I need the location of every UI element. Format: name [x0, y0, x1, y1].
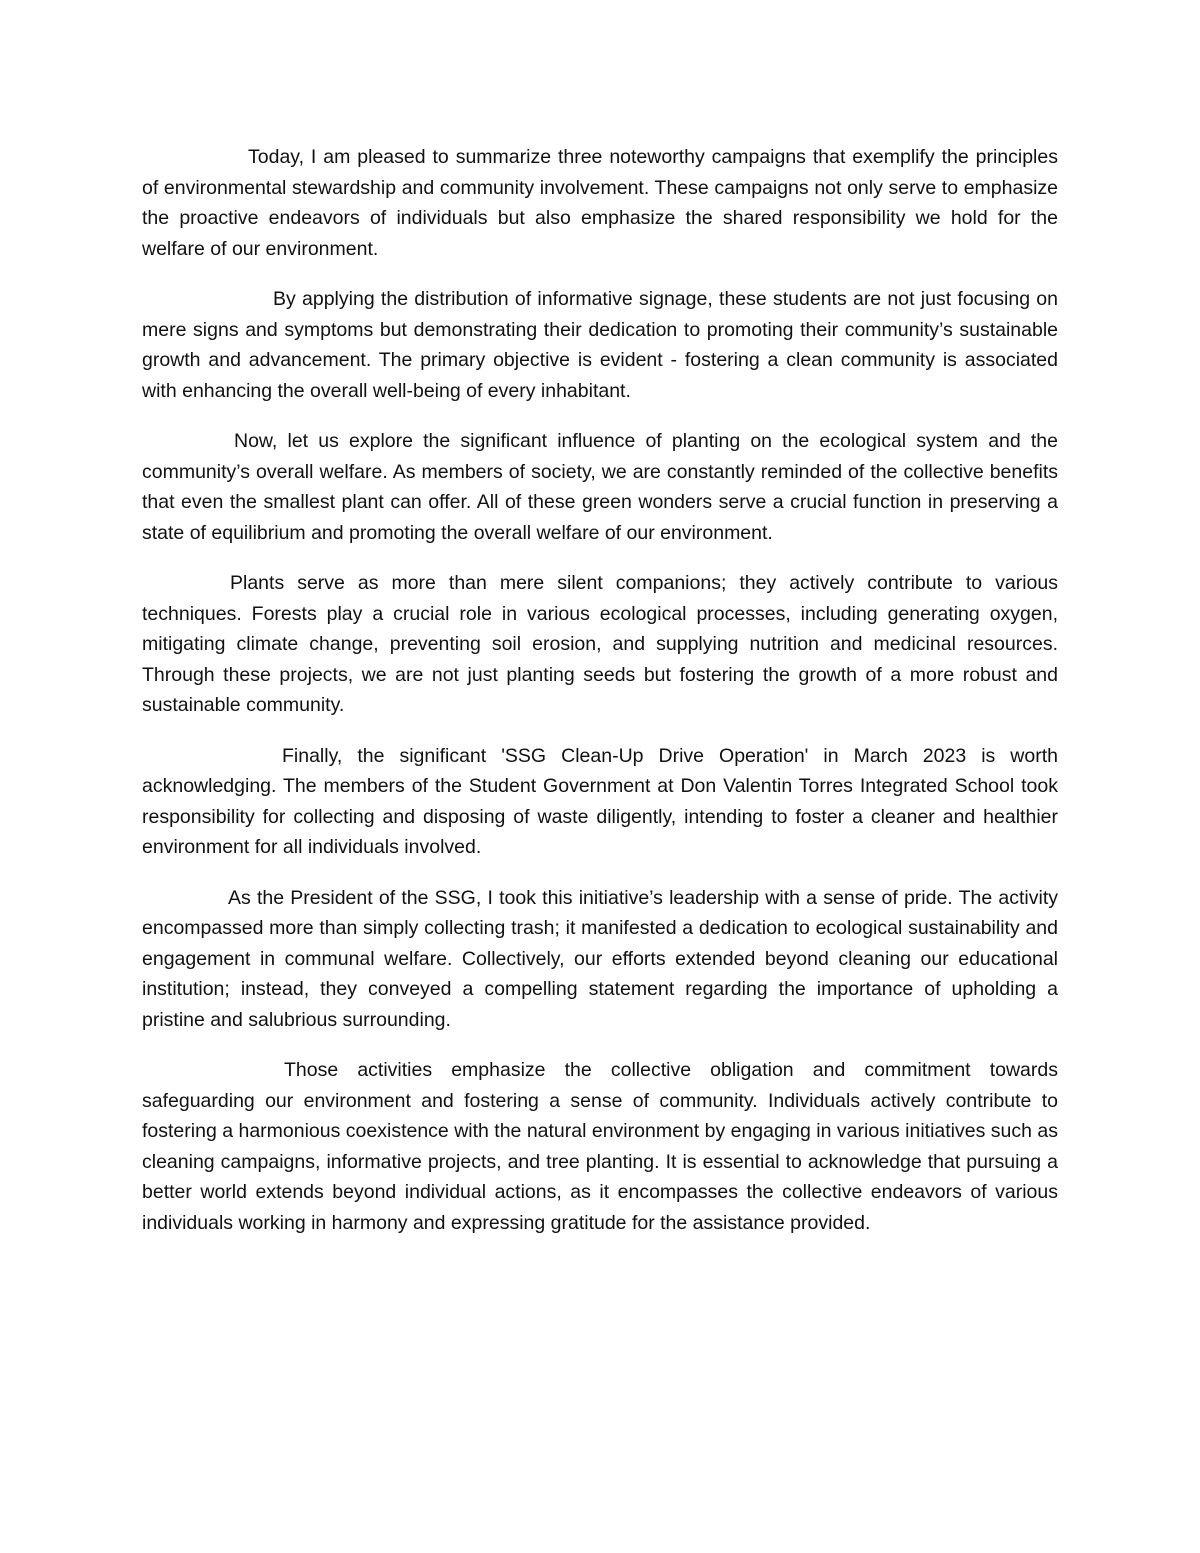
paragraph-intro: Today, I am pleased to summarize three noteworthy campaigns that exemplify the principles of environmental stewardship and community involvement. These campaigns not only serve to emphasize the proactive endeavors of individuals but also emphasize the shared responsibility we hold for the welfare of our environment. [142, 146, 1058, 260]
document-body [142, 142, 1058, 1258]
paragraph-cleanup-drive: Finally, the significant 'SSG Clean-Up Drive Operation' in March 2023 is worth acknowledging. The members of the Student Government at Don Valentin Torres Integrated School took responsibility for collecting and disposing of waste diligently, intending to foster a cleaner and healthier environment for all individuals involved. [142, 744, 1058, 858]
paragraph-president: As the President of the SSG, I took this initiative’s leadership with a sense of pride. The activity encompassed more than simply collecting trash; it manifested a dedication to ecological sustainability and engagement in communal welfare. Collectively, our efforts extended beyond cleaning our educational institution; instead, they conveyed a compelling statement regarding the importance of upholding a pristine and salubrious surrounding. [142, 886, 1058, 1031]
paragraph-conclusion: Those activities emphasize the collective obligation and commitment towards safeguarding our environment and fostering a sense of community. Individuals actively contribute to fostering a harmonious coexistence with the natural environment by engaging in various initiatives such as cleaning campaigns, informative projects, and tree planting. It is essential to acknowledge that pursuing a better world extends beyond individual actions, as it encompasses the collective endeavors of various individuals working in harmony and expressing gratitude for the assistance provided. [142, 1059, 1058, 1234]
paragraph-plants: Plants serve as more than mere silent companions; they actively contribute to various techniques. Forests play a crucial role in various ecological processes, including generating oxygen, mitigating climate change, preventing soil erosion, and supplying nutrition and medicinal resources. Through these projects, we are not just planting seeds but fostering the growth of a more robust and sustainable community. [142, 572, 1058, 716]
paragraph-planting: Now, let us explore the significant influence of planting on the ecological system and the community’s overall welfare. As members of society, we are constantly reminded of the collective benefits that even the smallest plant can offer. All of these green wonders serve a crucial function in preserving a state of equilibrium and promoting the overall welfare of our environment. [142, 430, 1058, 544]
paragraph-signage: By applying the distribution of informative signage, these students are not just focusing on mere signs and symptoms but demonstrating their dedication to promoting their community’s sustainable growth and advancement. The primary objective is evident - fostering a clean community is associated with enhancing the overall well-being of every inhabitant. [142, 288, 1058, 402]
